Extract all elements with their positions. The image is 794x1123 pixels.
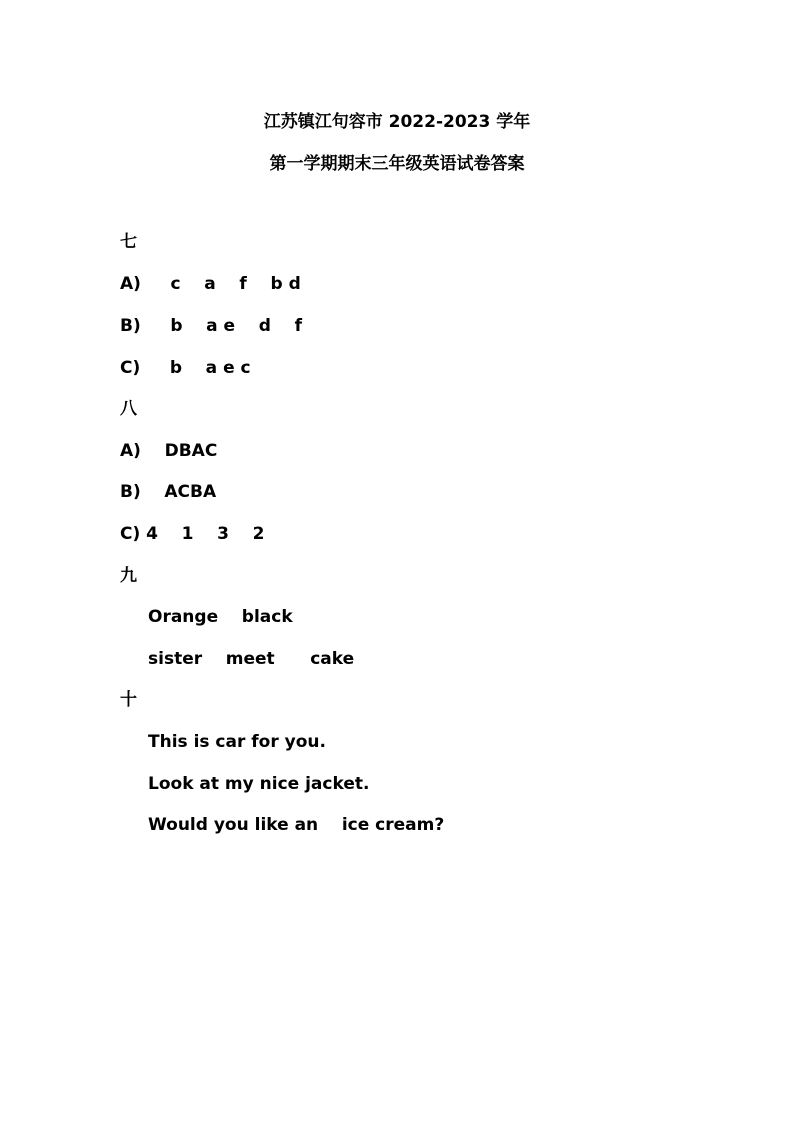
section-9-answer-line-2: sister meet cake — [148, 649, 355, 669]
section-8-answer-c: C) 4 1 3 2 — [120, 524, 265, 544]
section-7-heading: 七 — [120, 232, 137, 252]
section-7-answer-b: B) b a e d f — [120, 316, 302, 336]
section-8-heading: 八 — [120, 399, 137, 419]
section-10-answer-line-1: This is car for you. — [148, 732, 326, 752]
section-7-answer-c: C) b a e c — [120, 358, 251, 378]
section-10-answer-line-3: Would you like an ice cream? — [148, 815, 445, 835]
section-10-answer-line-2: Look at my nice jacket. — [148, 774, 370, 794]
section-9-heading: 九 — [120, 566, 137, 586]
document-title-line-1: 江苏镇江句容市 2022-2023 学年 — [263, 112, 531, 132]
section-8-answer-a: A) DBAC — [120, 441, 218, 461]
section-7-answer-a: A) c a f b d — [120, 274, 301, 294]
section-10-heading: 十 — [120, 690, 137, 710]
section-9-answer-line-1: Orange black — [148, 607, 293, 627]
document-title-line-2: 第一学期期末三年级英语试卷答案 — [269, 154, 525, 174]
section-8-answer-b: B) ACBA — [120, 482, 217, 502]
